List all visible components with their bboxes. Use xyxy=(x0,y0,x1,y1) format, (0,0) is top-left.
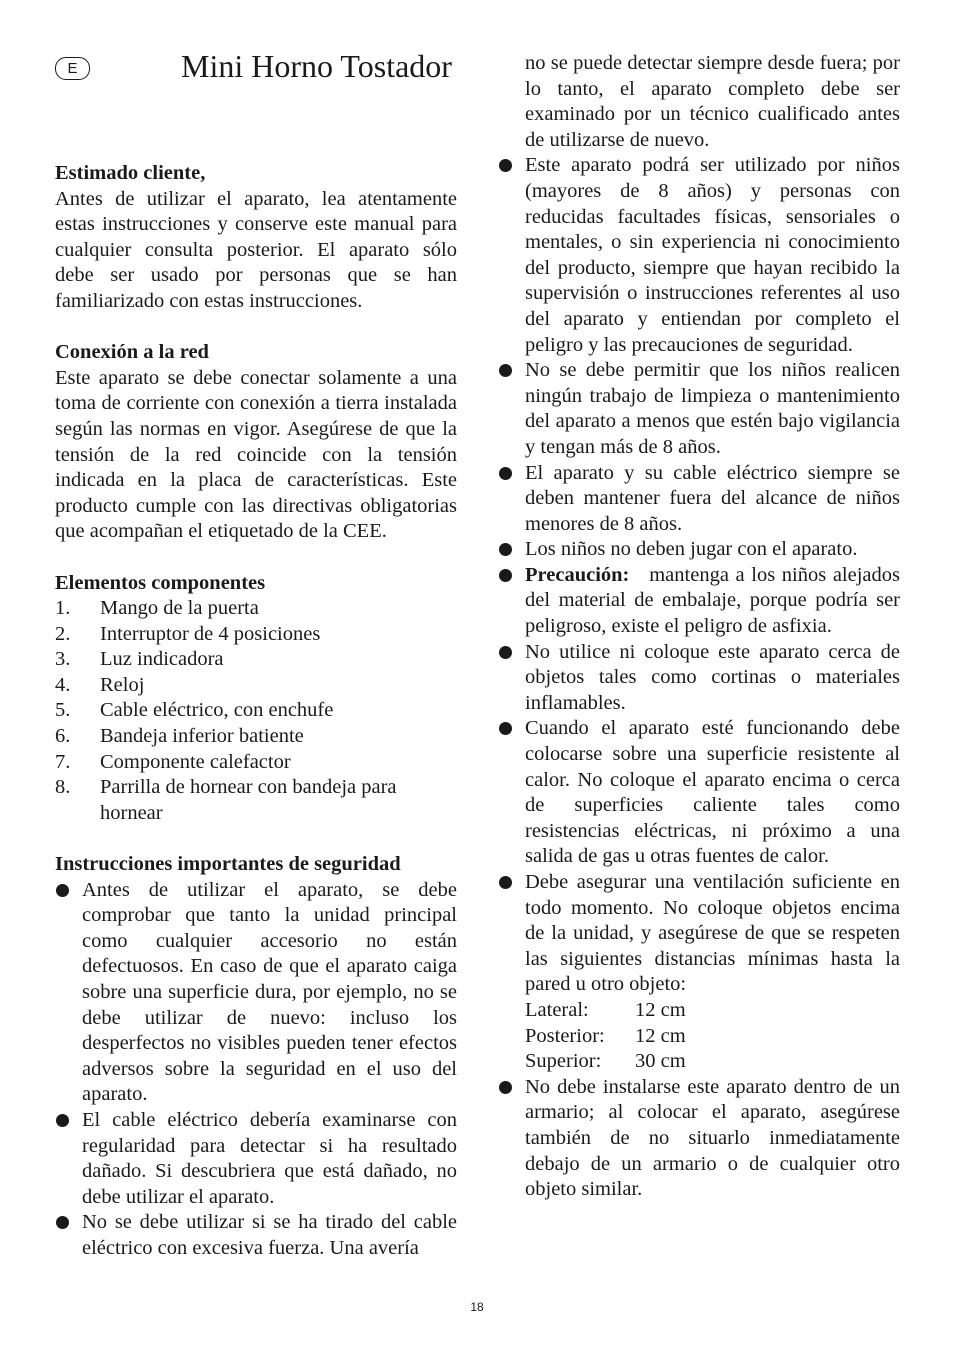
page-title: Mini Horno Tostador xyxy=(181,48,452,84)
page-number: 18 xyxy=(470,1300,484,1314)
connection-section xyxy=(55,340,457,545)
language-badge: E xyxy=(55,57,90,80)
ventilation-text: Debe asegurar una ventilación suficiente en todo momento. No coloque objetos encima de la unidad, y asegúrese de que se respeten las siguientes distancias mínimas hasta la pared u otro objeto: xyxy=(525,871,900,996)
item-text: Cuando el aparato esté funcionando debe colocarse sobre una superficie resistente al calor. No coloque el aparato encima o cerca de superficies caliente tales como resistencias eléctricas, ni próximo a una salida de gas u otras fuentes de calor. xyxy=(525,717,900,868)
bullet-icon xyxy=(499,467,512,480)
bullet-icon xyxy=(499,364,512,377)
intro-section xyxy=(55,161,457,315)
left-column xyxy=(55,161,457,1262)
item-text: Antes de utilizar el aparato, se debe comprobar que tanto la unidad principal como cualquier accesorio no están defectuosos. En caso de que el aparato caiga sobre una superficie dura, por ejemplo, no se debe utilizar de nuevo: incluso los desperfectos no visibles pueden tener efectos adversos sobre la seguridad en el uso del aparato. xyxy=(82,878,457,1106)
item-label: Cable eléctrico, con enchufe xyxy=(100,699,334,722)
safety-list-continued xyxy=(498,153,900,1202)
distance-value: 30 cm xyxy=(635,1050,686,1073)
item-number: 2. xyxy=(55,622,71,645)
components-list xyxy=(55,596,457,826)
item-text: No utilice ni coloque este aparato cerca de objetos tales como cortinas o materiales inflamables. xyxy=(525,640,900,714)
connection-heading: Conexión a la red xyxy=(55,341,209,364)
item-text: Este aparato podrá ser utilizado por niños (mayores de 8 años) y personas con reducidas facultades físicas, sensoriales o mentales, o sin experiencia ni conocimiento del producto, siempre que hayan recibido la supervisión o instrucciones referentes al uso del aparato y entiendan por completo el peligro y las precauciones de seguridad. xyxy=(525,154,900,356)
list-item xyxy=(55,622,457,648)
caution-text: mantenga a los niños alejados del material de embalaje, porque podría ser peligroso, existe el peligro de asfixia. xyxy=(525,563,900,638)
list-item xyxy=(55,1108,457,1210)
list-item xyxy=(498,153,900,358)
list-item xyxy=(55,878,457,1108)
list-item xyxy=(498,1075,900,1203)
list-item xyxy=(55,698,457,724)
list-item xyxy=(498,640,900,717)
distance-label: Lateral: xyxy=(525,998,589,1021)
components-section xyxy=(55,571,457,827)
list-item xyxy=(55,775,457,826)
list-item xyxy=(55,673,457,699)
item-text: No debe instalarse este aparato dentro de un armario; al colocar el aparato, asegúrese también de no situarlo inmediatamente debajo de un armario o de cualquier otro objeto similar. xyxy=(525,1075,900,1201)
item-label: Parrilla de hornear con bandeja para hornear xyxy=(100,776,397,824)
distance-row xyxy=(525,1049,900,1075)
item-number: 4. xyxy=(55,673,71,696)
item-text: No se debe permitir que los niños realicen ningún trabajo de limpieza o mantenimiento del aparato a menos que estén bajo vigilancia y tengan más de 8 años. xyxy=(525,359,900,458)
list-item xyxy=(498,537,900,563)
item-number: 6. xyxy=(55,725,71,748)
right-column xyxy=(498,51,900,1203)
item-number: 8. xyxy=(55,776,71,799)
item-number: 7. xyxy=(55,750,71,773)
caution-label: Precaución: xyxy=(525,563,630,586)
item-text: El aparato y su cable eléctrico siempre se deben mantener fuera del alcance de niños menores de 8 años. xyxy=(525,461,900,535)
item-label: Reloj xyxy=(100,673,145,696)
bullet-icon xyxy=(499,722,512,735)
bullet-icon xyxy=(499,1081,512,1094)
bullet-icon xyxy=(499,646,512,659)
item-label: Luz indicadora xyxy=(100,648,224,671)
distance-table xyxy=(525,998,900,1075)
bullet-icon xyxy=(56,884,69,897)
list-item xyxy=(498,716,900,870)
list-item xyxy=(55,647,457,673)
list-item xyxy=(55,1210,457,1261)
bullet-icon xyxy=(499,159,512,172)
distance-row xyxy=(525,1024,900,1050)
bullet-icon xyxy=(56,1114,69,1127)
item-label: Mango de la puerta xyxy=(100,597,259,620)
distance-label: Superior: xyxy=(525,1050,602,1073)
bullet-icon xyxy=(499,543,512,556)
connection-text: Este aparato se debe conectar solamente a una toma de corriente con conexión a tierra instalada según las normas en vigor. Asegúrese de que la tensión de la red coincide con la tensión indicada en la placa de características. Este producto cumple con las directivas obligatorias que acompañan el etiquetado de la CEE. xyxy=(55,366,457,543)
list-item xyxy=(55,596,457,622)
intro-heading: Estimado cliente, xyxy=(55,162,206,184)
list-item xyxy=(55,750,457,776)
safety-heading: Instrucciones importantes de seguridad xyxy=(55,853,401,876)
item-number: 5. xyxy=(55,699,71,722)
item-label: Bandeja inferior batiente xyxy=(100,725,304,748)
list-item xyxy=(498,358,900,460)
safety-list xyxy=(55,878,457,1262)
distance-value: 12 cm xyxy=(635,998,686,1021)
item-text: Los niños no deben jugar con el aparato. xyxy=(525,538,858,561)
distance-label: Posterior: xyxy=(525,1024,605,1047)
intro-text: Antes de utilizar el aparato, lea atentamente estas instrucciones y conserve este manual para cualquier consulta posterior. El aparato sólo debe ser usado por personas que se han familiarizado con estas instrucciones. xyxy=(55,187,457,312)
list-item xyxy=(498,870,900,1075)
safety-section xyxy=(55,852,457,1262)
list-item xyxy=(498,563,900,640)
continued-text: no se puede detectar siempre desde fuera; por lo tanto, el aparato completo debe ser examinado por un técnico cualificado antes de utilizarse de nuevo. xyxy=(525,52,900,151)
bullet-icon xyxy=(499,569,512,582)
item-text: No se debe utilizar si se ha tirado del cable eléctrico con excesiva fuerza. Una avería xyxy=(82,1211,457,1259)
item-label: Interruptor de 4 posiciones xyxy=(100,622,321,645)
bullet-icon xyxy=(499,876,512,889)
item-number: 1. xyxy=(55,597,71,620)
item-text: El cable eléctrico debería examinarse con regularidad para detectar si ha resultado dañado. Si descubriera que está dañado, no debe utilizar el aparato. xyxy=(82,1108,457,1208)
bullet-icon xyxy=(56,1216,69,1229)
list-item xyxy=(498,461,900,538)
list-item xyxy=(55,724,457,750)
components-heading: Elementos componentes xyxy=(55,571,266,594)
distance-value: 12 cm xyxy=(635,1024,686,1047)
distance-row xyxy=(525,998,900,1024)
item-label: Componente calefactor xyxy=(100,750,291,773)
item-number: 3. xyxy=(55,648,71,671)
